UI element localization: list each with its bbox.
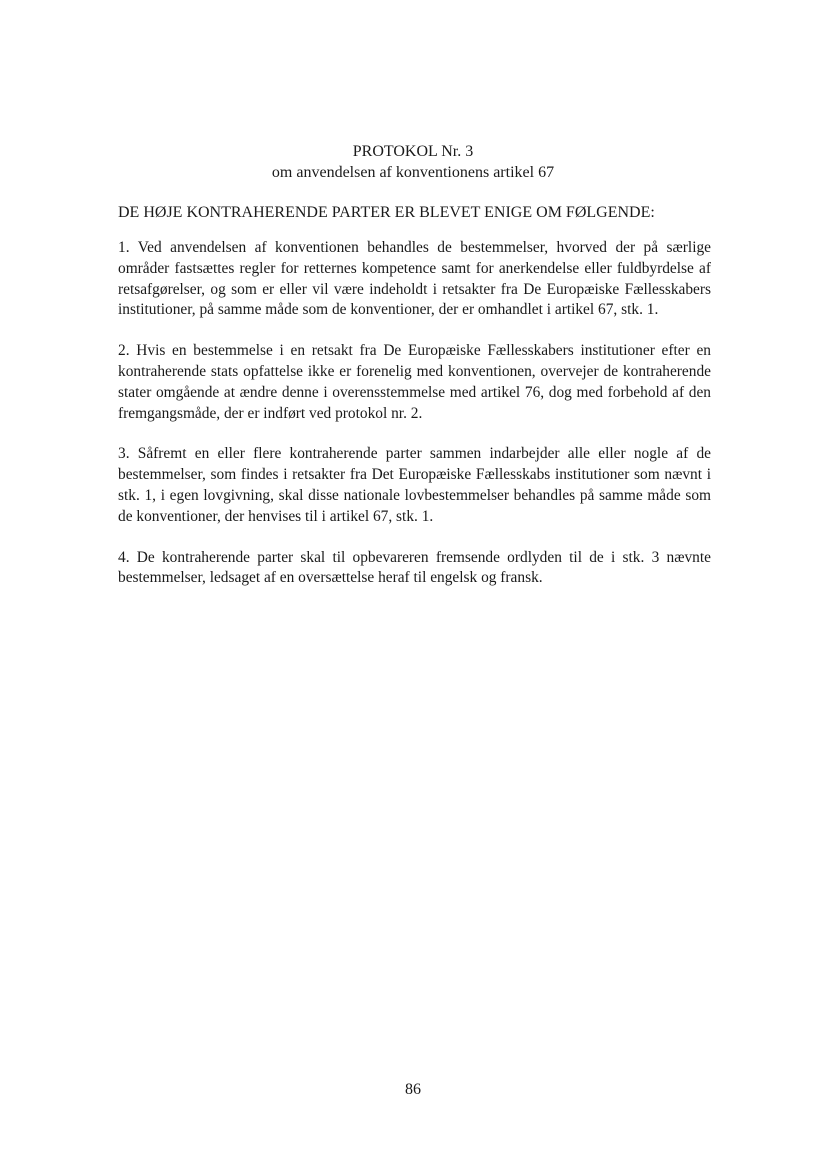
- page-number: 86: [405, 1081, 421, 1098]
- paragraph-2: 2. Hvis en bestemmelse i en retsakt fra De Europæiske Fællesskabers institutioner efter en kontraherende stats opfattelse ikke er forenelig med konventionen, overvejer de kontraherende stater omgående at ændre denne i overensstemmelse med artikel 76, dog med forbehold af den fremgangsmåde, der er indført ved protokol nr. 2.: [118, 342, 711, 422]
- document-body: [118, 238, 711, 609]
- protocol-subtitle: om anvendelsen af konventionens artikel 67: [271, 164, 555, 181]
- paragraph-4: 4. De kontraherende parter skal til opbevareren fremsende ordlyden til de i stk. 3 nævnte bestemmelser, ledsaget af en oversættelse heraf til engelsk og fransk.: [118, 548, 711, 587]
- title-block: [0, 141, 826, 183]
- paragraph-1: 1. Ved anvendelsen af konventionen behandles de bestemmelser, hvorved der på særlige områder fastsættes regler for retternes kompetence samt for anerkendelse eller fuldbyrdelse af retsafgørelser, og som er eller vil være indeholdt i retsakter fra De Europæiske Fællesskabers institutioner, på samme måde som de konventioner, der er omhandlet i artikel 67, stk. 1.: [118, 239, 711, 319]
- protocol-title: PROTOKOL Nr. 3: [352, 143, 474, 160]
- section-heading: DE HØJE KONTRAHERENDE PARTER ER BLEVET ENIGE OM FØLGENDE:: [118, 204, 655, 221]
- paragraph-3: 3. Såfremt en eller flere kontraherende parter sammen indarbejder alle eller nogle af de bestemmelser, som findes i retsakter fra Det Europæiske Fællesskabs institutioner som nævnt i stk. 1, i egen lovgivning, skal disse nationale lovbestemmelser behandles på samme måde som de konventioner, der henvises til i artikel 67, stk. 1.: [118, 445, 711, 525]
